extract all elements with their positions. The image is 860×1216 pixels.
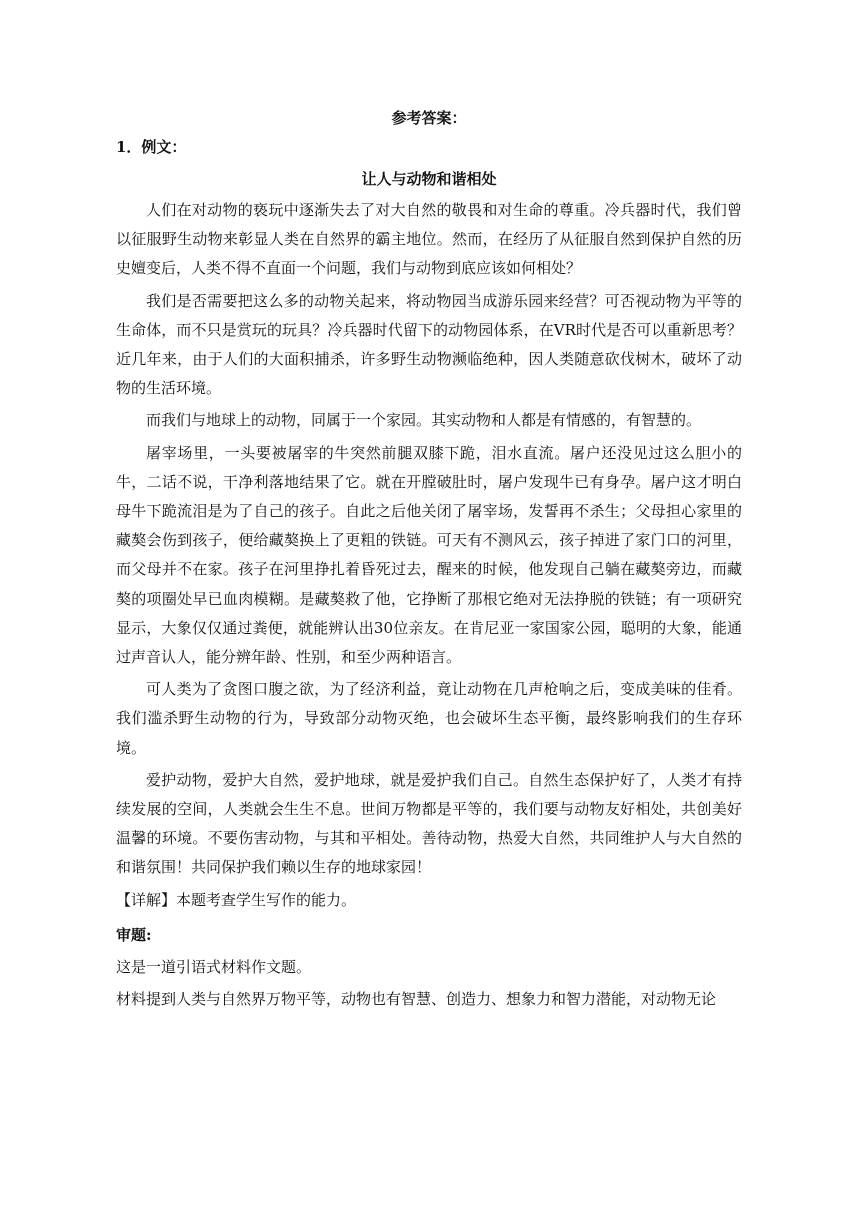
essay-paragraph-5: 可人类为了贪图口腹之欲，为了经济利益，竟让动物在几声枪响之后，变成美味的佳肴。我们滥杀野生动物的行为，导致部分动物灭绝，也会破坏生态平衡，最终影响我们的生存环境。 <box>116 680 742 757</box>
essay-paragraph-1: 人们在对动物的亵玩中逐渐失去了对大自然的敬畏和对生命的尊重。冷兵器时代，我们曾以征服野生动物来彰显人类在自然界的霸主地位。然而，在经历了从征服自然到保护自然的历史嬗变后，人类不得不直面一个问题，我们与动物到底应该如何相处？ <box>116 201 742 278</box>
essay-paragraph-2: 我们是否需要把这么多的动物关起来，将动物园当成游乐园来经营？可否视动物为平等的生命体，而不只是赏玩的玩具？冷兵器时代留下的动物园体系，在VR时代是否可以重新思考？近几年来，由于人们的大面积捕杀，许多野生动物濒临绝种，因人类随意砍伐树木，破坏了动物的生活环境。 <box>116 291 742 398</box>
analysis-line-2: 材料提到人类与自然界万物平等，动物也有智慧、创造力、想象力和智力潜能，对动物无论 <box>116 990 717 1009</box>
analysis-heading: 审题: <box>116 925 152 944</box>
essay-paragraph-3: 而我们与地球上的动物，同属于一个家园。其实动物和人都是有情感的，有智慧的。 <box>146 411 702 430</box>
essay-paragraph-6: 爱护动物，爱护大自然，爱护地球，就是爱护我们自己。自然生态保护好了，人类才有持续发展的空间，人类就会生生不息。世间万物都是平等的，我们要与动物友好相处，共创美好温馨的环境。不要伤害动物，与其和平相处。善待动物，热爱大自然，共同维护人与大自然的和谐氛围！共同保护我们赖以生存的地球家园！ <box>116 770 742 877</box>
essay-paragraph-4: 屠宰场里，一头要被屠宰的牛突然前腿双膝下跪，泪水直流。屠户还没见过这么胆小的牛，二话不说，干净利落地结果了它。就在开膛破肚时，屠户发现牛已有身孕。屠户这才明白母牛下跪流泪是为了自己的孩子。自此之后他关闭了屠宰场，发誓再不杀生；父母担心家里的藏獒会伤到孩子，便给藏獒换上了更粗的铁链。可天有不测风云，孩子掉进了家门口的河里，而父母并不在家。孩子在河里挣扎着昏死过去，醒来的时候，他发现自己躺在藏獒旁边，而藏獒的项圈处早已血肉模糊。是藏獒救了他，它挣断了那根它绝对无法挣脱的铁链；有一项研究显示，大象仅仅通过粪便，就能辨认出30位亲友。在肯尼亚一家国家公园，聪明的大象，能通过声音认人，能分辨年龄、性别，和至少两种语言。 <box>116 443 742 667</box>
detail-line: 【详解】本题考查学生写作的能力。 <box>116 890 357 909</box>
essay-title: 让人与动物和谐相处 <box>361 170 497 188</box>
answer-header: 参考答案： <box>391 109 467 127</box>
question-number: 1．例文： <box>116 138 187 156</box>
document-content <box>116 104 742 1017</box>
analysis-line-1: 这是一道引语式材料作文题。 <box>116 958 312 977</box>
